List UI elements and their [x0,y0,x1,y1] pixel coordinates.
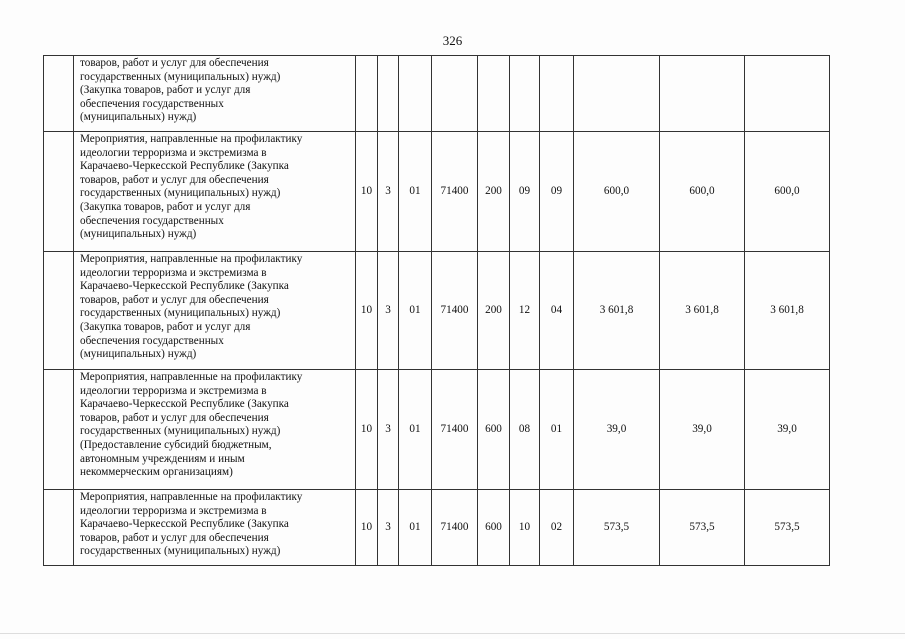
code-cell: 01 [399,370,432,490]
amount-cell: 573,5 [745,490,830,566]
code-cell: 10 [510,490,540,566]
code-cell: 71400 [432,252,478,370]
table-row [44,252,830,370]
code-cell: 200 [478,132,510,252]
row-marker-cell [44,132,74,252]
code-cell: 200 [478,252,510,370]
table-row [44,132,830,252]
code-cell [399,56,432,132]
description-cell: Мероприятия, направленные на профилактику идеологии терроризма и экстремизма в Карачаево-Черкесской Республике (Закупка товаров, работ и услуг для обеспечения государственных (муниципальных) нужд) (Предоставление субсидий бюджетным, автономным учреждениям и иным некоммерческим организациям) [74,370,356,490]
code-cell [510,56,540,132]
code-cell: 3 [378,252,399,370]
code-cell: 71400 [432,490,478,566]
code-cell: 01 [399,490,432,566]
amount-cell: 600,0 [660,132,745,252]
scan-edge [0,633,905,634]
code-cell: 12 [510,252,540,370]
code-cell: 01 [399,252,432,370]
amount-cell: 39,0 [745,370,830,490]
code-cell [432,56,478,132]
amount-cell: 573,5 [660,490,745,566]
code-cell: 01 [540,370,574,490]
table-row [44,490,830,566]
code-cell: 04 [540,252,574,370]
description-cell: Мероприятия, направленные на профилактику идеологии терроризма и экстремизма в Карачаево-Черкесской Республике (Закупка товаров, работ и услуг для обеспечения государственных (муниципальных) нужд) (Закупка товаров, работ и услуг для обеспечения государственных (муниципальных) нужд) [74,132,356,252]
amount-cell: 39,0 [574,370,660,490]
code-cell: 08 [510,370,540,490]
code-cell: 09 [540,132,574,252]
budget-table [43,55,830,566]
amount-cell: 39,0 [660,370,745,490]
code-cell: 71400 [432,132,478,252]
description-cell: товаров, работ и услуг для обеспечения государственных (муниципальных) нужд) (Закупка товаров, работ и услуг для обеспечения государственных (муниципальных) нужд) [74,56,356,132]
code-cell [540,56,574,132]
amount-cell: 3 601,8 [745,252,830,370]
table-row [44,370,830,490]
amount-cell: 3 601,8 [660,252,745,370]
row-marker-cell [44,252,74,370]
code-cell [478,56,510,132]
row-marker-cell [44,56,74,132]
code-cell: 09 [510,132,540,252]
code-cell: 01 [399,132,432,252]
amount-cell [574,56,660,132]
code-cell [356,56,378,132]
amount-cell [745,56,830,132]
amount-cell: 600,0 [574,132,660,252]
amount-cell [660,56,745,132]
code-cell: 600 [478,490,510,566]
table-row [44,56,830,132]
code-cell: 3 [378,132,399,252]
code-cell: 71400 [432,370,478,490]
amount-cell: 573,5 [574,490,660,566]
description-cell: Мероприятия, направленные на профилактику идеологии терроризма и экстремизма в Карачаево-Черкесской Республике (Закупка товаров, работ и услуг для обеспечения государственных (муниципальных) нужд) [74,490,356,566]
amount-cell: 3 601,8 [574,252,660,370]
code-cell: 10 [356,252,378,370]
code-cell: 3 [378,370,399,490]
description-cell: Мероприятия, направленные на профилактику идеологии терроризма и экстремизма в Карачаево-Черкесской Республике (Закупка товаров, работ и услуг для обеспечения государственных (муниципальных) нужд) (Закупка товаров, работ и услуг для обеспечения государственных (муниципальных) нужд) [74,252,356,370]
amount-cell: 600,0 [745,132,830,252]
code-cell: 02 [540,490,574,566]
row-marker-cell [44,490,74,566]
code-cell: 10 [356,132,378,252]
code-cell: 3 [378,490,399,566]
page-number: 326 [442,33,463,48]
code-cell [378,56,399,132]
code-cell: 10 [356,370,378,490]
row-marker-cell [44,370,74,490]
code-cell: 10 [356,490,378,566]
code-cell: 600 [478,370,510,490]
